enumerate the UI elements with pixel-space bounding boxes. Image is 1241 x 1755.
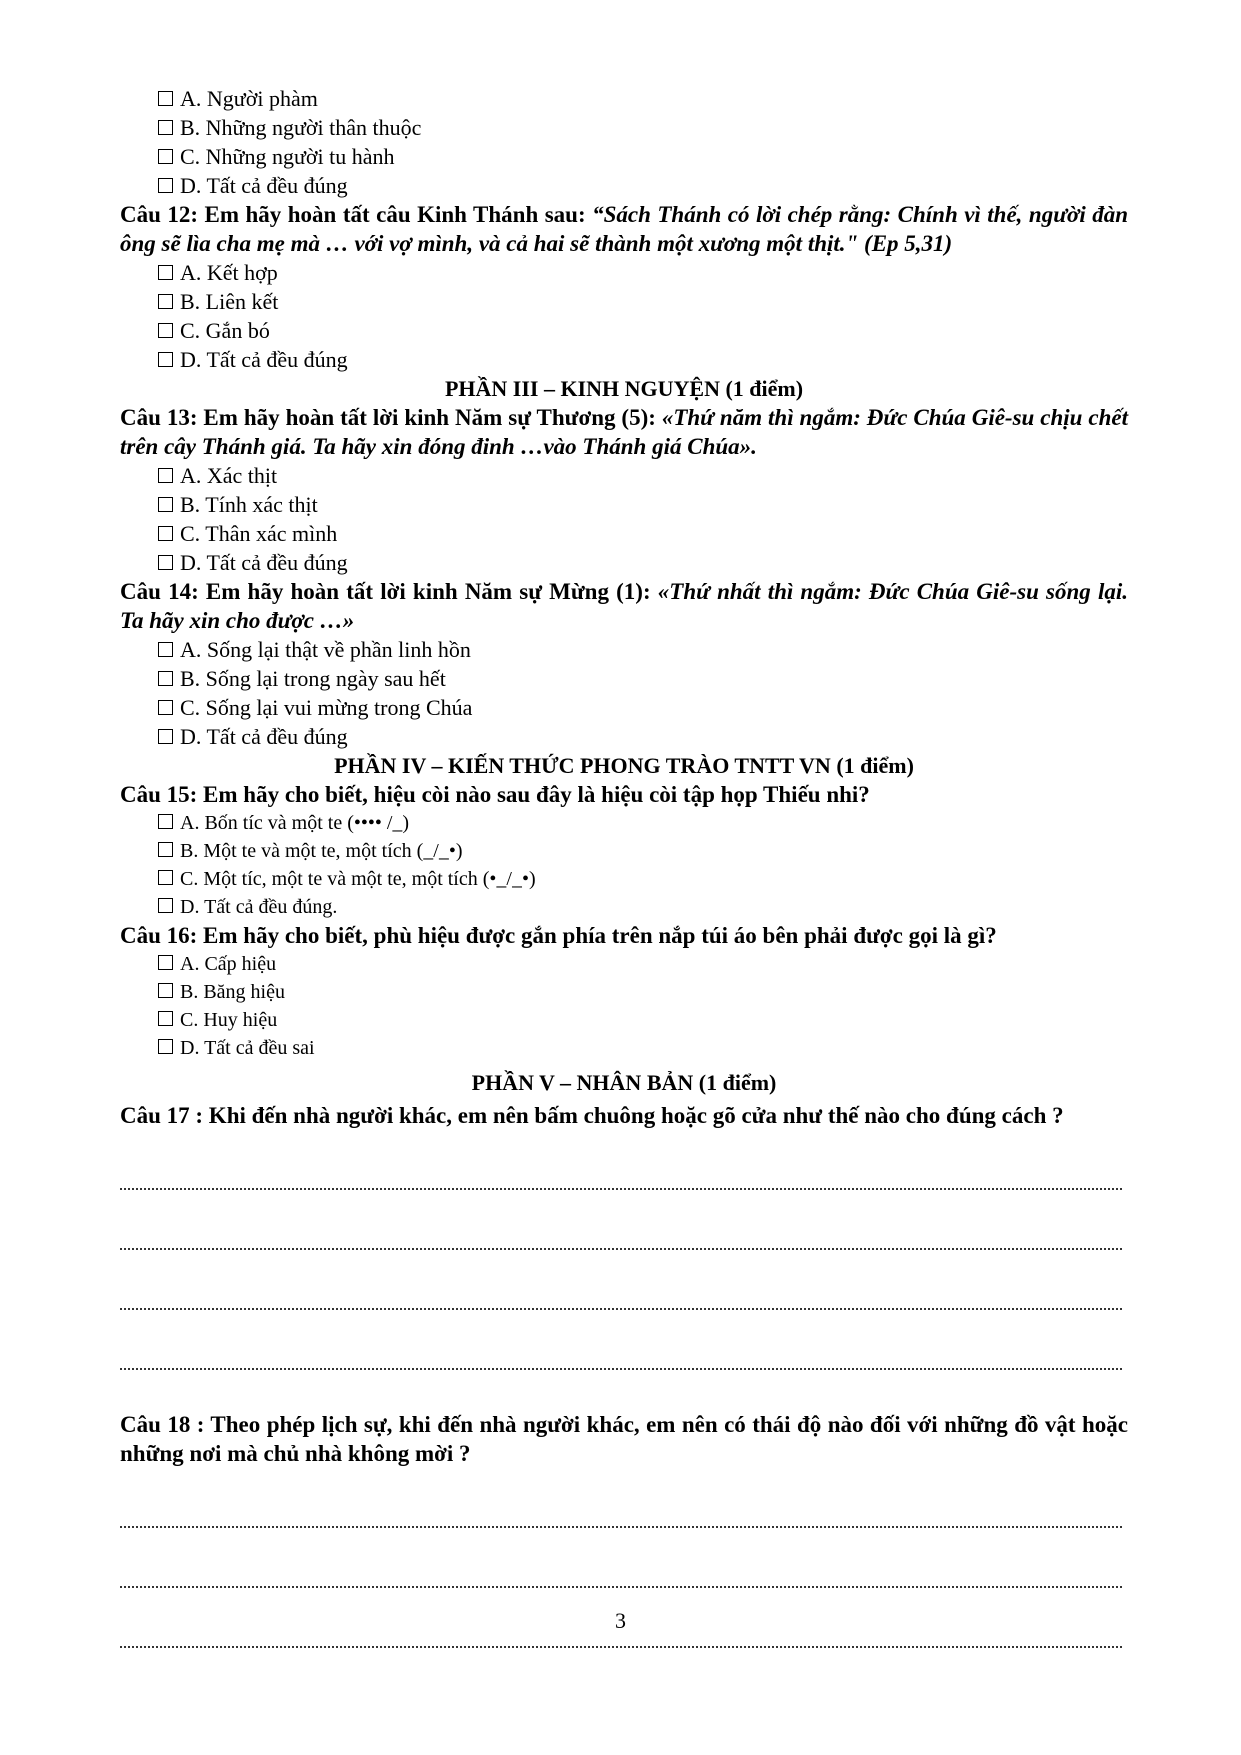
q11-options [120, 84, 1128, 200]
option-a[interactable]: A. Sống lại thật về phần linh hồn [158, 635, 1128, 664]
checkbox-icon[interactable] [158, 842, 173, 857]
question-16: Câu 16: Em hãy cho biết, phù hiệu được gắn phía trên nắp túi áo bên phải được gọi là gì? [120, 923, 997, 948]
checkbox-icon[interactable] [158, 642, 173, 657]
option-a[interactable]: A. Xác thịt [158, 461, 1128, 490]
option-b[interactable]: B. Một te và một te, một tích ( ̲ / ̲ •) [158, 837, 1128, 865]
question-14: Câu 14: Em hãy hoàn tất lời kinh Năm sự Mừng (1): «Thứ nhất thì ngắm: Đức Chúa Giê-su sống lại. Ta hãy xin cho được …» [120, 579, 1128, 633]
option-a[interactable]: A. Bốn tíc và một te (•••• / ̲ ) [158, 809, 1128, 837]
checkbox-icon[interactable] [158, 671, 173, 686]
answer-line[interactable] [120, 1528, 1128, 1588]
option-b[interactable]: B. Sống lại trong ngày sau hết [158, 664, 1128, 693]
checkbox-icon[interactable] [158, 294, 173, 309]
question-18: Câu 18 : Theo phép lịch sự, khi đến nhà người khác, em nên có thái độ nào đối với những đồ vật hoặc những nơi mà chủ nhà không mời ? [120, 1412, 1128, 1466]
option-c[interactable]: C. Sống lại vui mừng trong Chúa [158, 693, 1128, 722]
option-a[interactable]: A. Kết hợp [158, 258, 1128, 287]
question-15: Câu 15: Em hãy cho biết, hiệu còi nào sau đây là hiệu còi tập họp Thiếu nhi? [120, 782, 870, 807]
option-a[interactable]: A. Người phàm [158, 84, 1128, 113]
option-b[interactable]: B. Những người thân thuộc [158, 113, 1128, 142]
checkbox-icon[interactable] [158, 983, 173, 998]
question-12-quote: “Sách Thánh có lời chép rằng: Chính vì thế, người đàn ông sẽ lìa cha mẹ mà … với vợ mình, và cả hai sẽ thành một xương một thịt." (Ep 5,31) [120, 202, 1128, 256]
option-c[interactable]: C. Những người tu hành [158, 142, 1128, 171]
checkbox-icon[interactable] [158, 814, 173, 829]
checkbox-icon[interactable] [158, 955, 173, 970]
option-d[interactable]: D. Tất cả đều đúng [158, 171, 1128, 200]
section-heading-5: PHẦN V – NHÂN BẢN (1 điểm) [471, 1070, 777, 1095]
question-17: Câu 17 : Khi đến nhà người khác, em nên bấm chuông hoặc gõ cửa như thế nào cho đúng cách ? [120, 1103, 1064, 1128]
option-d[interactable]: D. Tất cả đều sai [158, 1034, 1128, 1062]
checkbox-icon[interactable] [158, 265, 173, 280]
option-c[interactable]: C. Gắn bó [158, 316, 1128, 345]
option-b[interactable]: B. Băng hiệu [158, 978, 1128, 1006]
question-14-quote: «Thứ nhất thì ngắm: Đức Chúa Giê-su sống lại. Ta hãy xin cho được …» [120, 579, 1128, 633]
option-c[interactable]: C. Thân xác mình [158, 519, 1128, 548]
question-13-quote: «Thứ năm thì ngắm: Đức Chúa Giê-su chịu chết trên cây Thánh giá. Ta hãy xin đóng đinh …vào Thánh giá Chúa». [120, 405, 1128, 459]
checkbox-icon[interactable] [158, 526, 173, 541]
checkbox-icon[interactable] [158, 323, 173, 338]
option-c[interactable]: C. Huy hiệu [158, 1006, 1128, 1034]
option-d[interactable]: D. Tất cả đều đúng. [158, 893, 1128, 921]
checkbox-icon[interactable] [158, 1039, 173, 1054]
answer-line[interactable] [120, 1130, 1128, 1190]
checkbox-icon[interactable] [158, 1011, 173, 1026]
checkbox-icon[interactable] [158, 555, 173, 570]
checkbox-icon[interactable] [158, 91, 173, 106]
checkbox-icon[interactable] [158, 149, 173, 164]
checkbox-icon[interactable] [158, 497, 173, 512]
checkbox-icon[interactable] [158, 700, 173, 715]
section-heading-3: PHẦN III – KINH NGUYỆN (1 điểm) [444, 376, 804, 401]
page-number: 3 [615, 1608, 626, 1633]
exam-page [120, 84, 1128, 1648]
option-d[interactable]: D. Tất cả đều đúng [158, 345, 1128, 374]
option-d[interactable]: D. Tất cả đều đúng [158, 722, 1128, 751]
option-b[interactable]: B. Liên kết [158, 287, 1128, 316]
option-c[interactable]: C. Một tíc, một te và một te, một tích (• ̲ / ̲ •) [158, 865, 1128, 893]
option-a[interactable]: A. Cấp hiệu [158, 950, 1128, 978]
answer-line[interactable] [120, 1250, 1128, 1310]
answer-line[interactable] [120, 1468, 1128, 1528]
checkbox-icon[interactable] [158, 120, 173, 135]
question-13: Câu 13: Em hãy hoàn tất lời kinh Năm sự Thương (5): «Thứ năm thì ngắm: Đức Chúa Giê-su chịu chết trên cây Thánh giá. Ta hãy xin đóng đinh …vào Thánh giá Chúa». [120, 405, 1128, 459]
answer-line[interactable] [120, 1310, 1128, 1370]
checkbox-icon[interactable] [158, 729, 173, 744]
checkbox-icon[interactable] [158, 898, 173, 913]
question-12: Câu 12: Em hãy hoàn tất câu Kinh Thánh sau: “Sách Thánh có lời chép rằng: Chính vì thế, người đàn ông sẽ lìa cha mẹ mà … với vợ mình, và cả hai sẽ thành một xương một thịt." (Ep 5,31) [120, 202, 1128, 256]
option-b[interactable]: B. Tính xác thịt [158, 490, 1128, 519]
checkbox-icon[interactable] [158, 468, 173, 483]
option-d[interactable]: D. Tất cả đều đúng [158, 548, 1128, 577]
checkbox-icon[interactable] [158, 870, 173, 885]
checkbox-icon[interactable] [158, 352, 173, 367]
answer-line[interactable] [120, 1190, 1128, 1250]
checkbox-icon[interactable] [158, 178, 173, 193]
section-heading-4: PHẦN IV – KIẾN THỨC PHONG TRÀO TNTT VN (1 điểm) [334, 753, 914, 778]
